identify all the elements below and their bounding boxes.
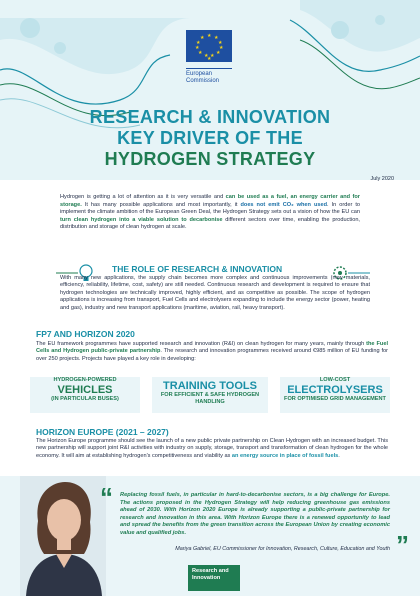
- page-title: [0, 107, 420, 170]
- card-training-tools: [152, 377, 268, 413]
- tag-line-1: Research and: [192, 568, 229, 574]
- horizon-section-title: HORIZON EUROPE (2021 – 2027): [36, 427, 169, 437]
- card-headline: ELECTROLYSERS: [287, 384, 383, 396]
- achievement-cards: [30, 377, 390, 413]
- intro-highlight: does not emit CO₂ when used: [240, 201, 328, 208]
- title-line-3: HYDROGEN STRATEGY: [104, 149, 316, 169]
- publication-date: July 2020: [370, 176, 394, 182]
- role-section-title: THE ROLE OF RESEARCH & INNOVATION: [112, 264, 283, 274]
- role-paragraph: With many new applications, the supply chain becomes more complex and continuous improvements (new materials, efficiency, reliability, lifetime, cost, safety) are still needed. Continuous research and development is required to ensure that hydrogen technologies are technically improved, highly efficient, and as competitive as possible. The scope of hydrogen applications is increasing from transport, Fuel Cells and electrolysers expanding to include the energy sector (power, heating and gas), industry and new transport applications (maritime, aviation, rail, heavy transport).: [60, 275, 370, 311]
- quote-text: Replacing fossil fuels, in particular in hard-to-decarbonise sectors, is a big challenge for Europe. The actions proposed in the Hydrogen Strategy will help reducing greenhouse gas emissions ahead of 2030. With Horizon 2020 Europe is already supporting a public-private partnership for research and innovation in this area. With Horizon Europe there is a renewed opportunity to lead and spread the benefits from the green transition across the European Union by creating economic value and qualified jobs.: [120, 492, 390, 536]
- close-quote-mark: ”: [396, 530, 409, 560]
- research-innovation-tag: [188, 565, 240, 591]
- open-quote-mark: “: [100, 482, 113, 512]
- card-electrolysers: [280, 377, 390, 413]
- intro-text: . In order to implement the climate ambition of the European Green Deal, the Hydrogen Strategy sets out a vision of how the EU can: [60, 201, 360, 216]
- eu-flag-icon: ★ ★ ★ ★ ★ ★ ★ ★ ★ ★ ★ ★: [186, 30, 232, 62]
- quote-author: Mariya Gabriel, EU Commissioner for Innovation, Research, Culture, Education and Youth: [175, 546, 390, 552]
- title-line-2: KEY DRIVER OF THE: [117, 128, 303, 148]
- horizon-text: The Horizon Europe programme should see the launch of a new public private partnership on Clean Hydrogen with an increased budget. This new partnership will support joint R&I activities with industry on supply, storage, transport and transformation of clean hydrogen for the whole economy. It will aim at establishing hydrogen's competitiveness and viability as: [36, 438, 388, 459]
- horizon-text: .: [338, 452, 340, 459]
- intro-text: different sectors over time, enabling the production, distribution and storage of clean hydrogen at scale.: [60, 216, 360, 231]
- intro-paragraph: [60, 194, 360, 232]
- card-bottom-label: (IN PARTICULAR BUSES): [51, 396, 119, 402]
- title-line-1: RESEARCH & INNOVATION: [89, 107, 331, 127]
- intro-highlight: can be used as a fuel, an energy carrier and for storage.: [60, 194, 360, 208]
- card-top-label: HYDROGEN-POWERED: [53, 377, 117, 383]
- fp7-section-title: FP7 AND HORIZON 2020: [36, 329, 135, 339]
- horizon-highlight: an energy source in place of fossil fuels: [231, 452, 339, 459]
- card-bottom-label: FOR OPTIMISED GRID MANAGEMENT: [284, 396, 386, 402]
- logo-divider: [186, 68, 232, 69]
- fp7-text: The EU framework programmes have supported research and innovation (R&I) on clean hydrogen for many years, mainly through: [36, 341, 367, 347]
- fp7-highlight: the Fuel Cells and Hydrogen public-private partnership: [36, 341, 388, 355]
- card-vehicles: [30, 377, 140, 413]
- intro-text: It has many possible applications and most importantly, it: [81, 201, 241, 208]
- card-top-label: LOW-COST: [319, 377, 351, 383]
- card-headline: VEHICLES: [57, 384, 113, 396]
- fp7-paragraph: [36, 341, 388, 363]
- tag-line-2: Innovation: [192, 575, 221, 581]
- european-commission-logo: [186, 30, 232, 94]
- logo-text: [186, 71, 232, 85]
- fp7-text: . The research and innovation programmes received around €985 million of EU funding for over 250 projects. Projects have played a key role in developing:: [36, 348, 388, 362]
- logo-line-1: European: [186, 71, 213, 77]
- horizon-paragraph: [36, 438, 388, 460]
- intro-text: Hydrogen is getting a lot of attention as it is very versatile and: [60, 194, 226, 200]
- card-headline: TRAINING TOOLS: [163, 380, 257, 392]
- card-bottom-label: FOR EFFICIENT & SAFE HYDROGEN HANDLING: [160, 392, 260, 405]
- commissioner-portrait: [20, 476, 106, 596]
- logo-line-2: Commission: [186, 78, 220, 84]
- intro-highlight: turn clean hydrogen into a viable solution to decarbonise: [60, 216, 223, 223]
